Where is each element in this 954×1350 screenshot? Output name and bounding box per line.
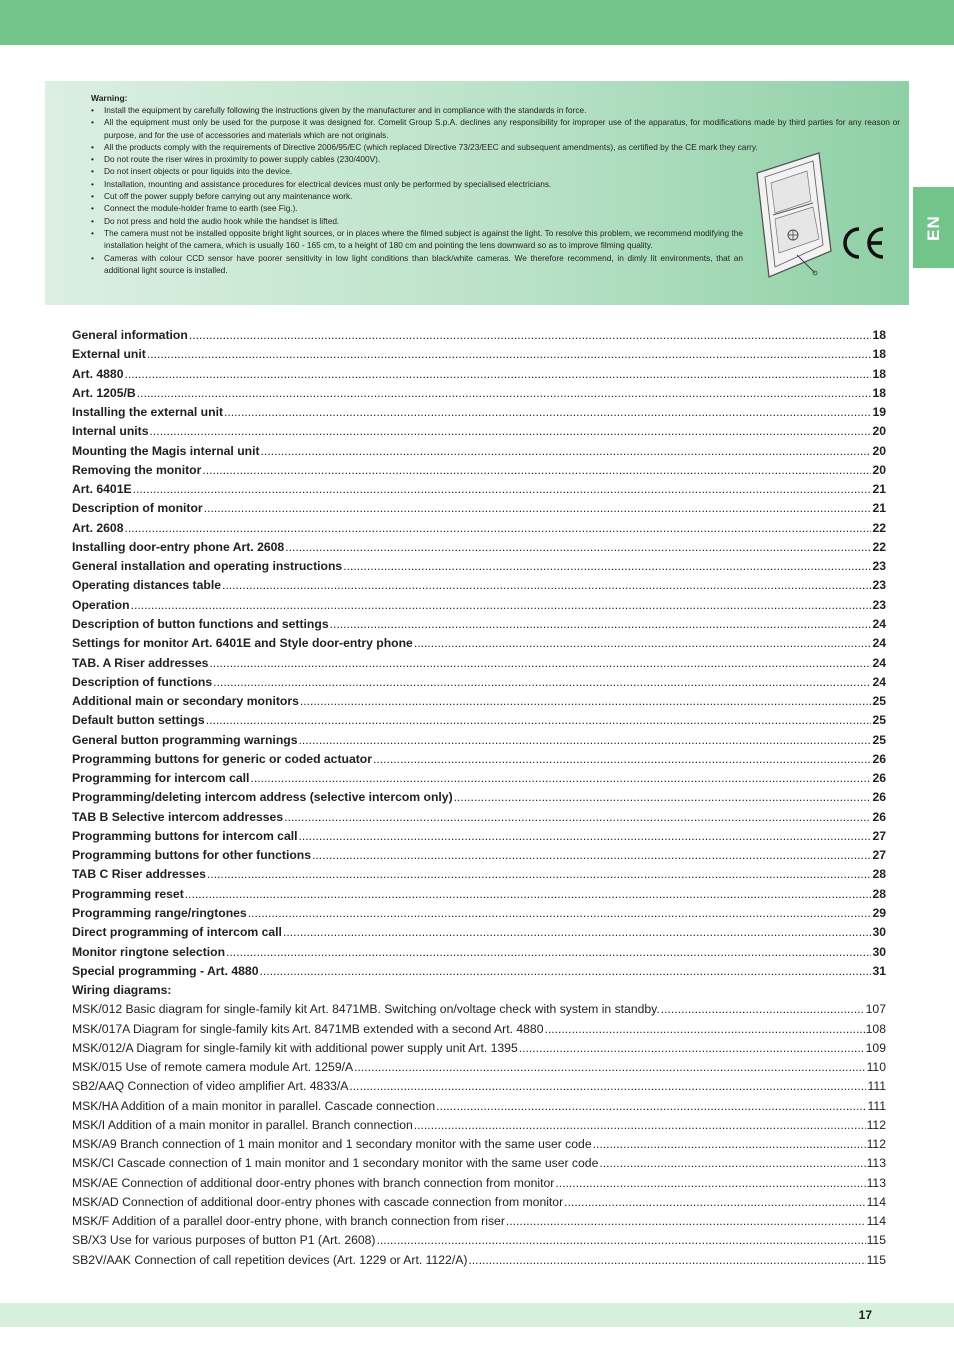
toc-entry — [72, 1022, 886, 1041]
toc-entry — [72, 347, 886, 366]
toc-leader-dots — [454, 790, 872, 804]
toc-entry-page: 111 — [867, 1098, 886, 1113]
page-number: 17 — [858, 1308, 872, 1322]
toc-entry — [72, 964, 886, 983]
toc-entry — [72, 1156, 886, 1175]
toc-leader-dots — [414, 636, 872, 650]
toc-leader-dots — [330, 617, 872, 631]
toc-entry-title: Monitor ringtone selection — [72, 944, 226, 959]
toc-entry — [72, 636, 886, 655]
warning-title: Warning: — [91, 93, 128, 103]
toc-entry — [72, 810, 886, 829]
toc-entry-title: Programming range/ringtones — [72, 905, 247, 920]
toc-entry-title: Art. 1205/B — [72, 385, 136, 400]
toc-entry — [72, 1176, 886, 1195]
warning-item: • Install the equipment by carefully following the instructions given by the manufacturer and in compliance with the standards in force. — [91, 104, 900, 116]
toc-entry-page: 29 — [872, 905, 886, 920]
toc-entry — [72, 1118, 886, 1137]
toc-leader-dots — [226, 945, 871, 959]
toc-entry — [72, 386, 886, 405]
toc-entry-title: Programming for intercom call — [72, 771, 250, 786]
toc-leader-dots — [506, 1214, 866, 1228]
toc-entry-page: 18 — [872, 328, 886, 342]
toc-entry-title: Art. 4880 — [72, 366, 124, 381]
toc-entry-title: Art. 6401E — [72, 482, 132, 497]
toc-entry-title: Removing the monitor — [72, 462, 202, 477]
toc-entry — [72, 829, 886, 848]
toc-entry — [72, 1099, 886, 1118]
toc-entry-page: 30 — [872, 925, 886, 940]
toc-entry-page: 109 — [865, 1040, 886, 1055]
toc-entry — [72, 540, 886, 559]
toc-entry-page: 112 — [866, 1117, 886, 1132]
toc-entry-page: 26 — [872, 751, 886, 766]
toc-entry-page: 23 — [872, 578, 886, 593]
toc-entry-title: TAB C Riser addresses — [72, 867, 206, 882]
toc-entry — [72, 1253, 886, 1272]
toc-entry-title: Programming buttons for intercom call — [72, 828, 298, 843]
toc-entry — [72, 1060, 886, 1079]
toc-entry-title: MSK/HA Addition of a main monitor in parallel. Cascade connection — [72, 1098, 436, 1113]
toc-entry-title: Internal units — [72, 424, 149, 439]
toc-entry — [72, 1041, 886, 1060]
toc-entry-page: 22 — [872, 539, 886, 554]
warning-item: • Do not insert objects or pour liquids into the device. — [91, 165, 743, 177]
language-tab — [913, 187, 954, 268]
toc-entry-page: 114 — [866, 1214, 886, 1229]
toc-leader-dots — [189, 328, 872, 342]
toc-entry-page: 107 — [865, 1002, 886, 1017]
toc-entry-title: Operating distances table — [72, 578, 221, 593]
warning-item: • All the equipment must only be used for the purpose it was designed for. Comelit Group S.p.A. declines any responsibility for improper use of the apparatus, for modifications made by third parties for any reason or purpose, and for the use of accessories and materials which are not originals. — [91, 116, 900, 141]
toc-entry-title: Programming buttons for generic or coded actuator — [72, 751, 372, 766]
toc-entry — [72, 1079, 886, 1098]
warning-item: • All the products comply with the requirements of Directive 2006/95/EC (which replaced Directive 73/23/EEC and subsequent amendments), as certified by the CE mark they carry. — [91, 141, 900, 153]
toc-entry-page: 113 — [866, 1156, 886, 1171]
toc-leader-dots — [599, 1156, 865, 1170]
toc-entry-page: 27 — [872, 828, 886, 843]
toc-entry-page: 27 — [872, 848, 886, 863]
toc-entry — [72, 367, 886, 386]
toc-leader-dots — [349, 1079, 866, 1093]
warning-item: • Cut off the power supply before carrying out any maintenance work. — [91, 190, 743, 202]
toc-entry-page: 115 — [866, 1252, 886, 1267]
toc-entry-page: 28 — [872, 886, 886, 901]
toc-entry — [72, 675, 886, 694]
toc-entry-page: 28 — [872, 867, 886, 882]
toc-entry-title: Description of button functions and settings — [72, 616, 329, 631]
toc-entry-title: MSK/012/A Diagram for single-family kit with additional power supply unit Art. 1395 — [72, 1040, 518, 1055]
toc-entry — [72, 733, 886, 752]
toc-entry-title: Art. 2608 — [72, 520, 124, 535]
warning-item: • Connect the module-holder frame to earth (see Fig.). — [91, 202, 743, 214]
toc-leader-dots — [299, 733, 872, 747]
warning-item: • The camera must not be installed opposite bright light sources, or in places where the filmed subject is against the light. To resolve this problem, we recommend modifying the installation height of the camera, which is usually 160 - 165 cm, to a height of 180 cm and pointing the lens downward so as to improve filming quality. — [91, 227, 743, 252]
toc-entry-title: External unit — [72, 347, 146, 362]
toc-leader-dots — [131, 598, 872, 612]
toc-entry-title: Operation — [72, 597, 130, 612]
toc-entry-page: 24 — [872, 616, 886, 631]
toc-entry — [72, 578, 886, 597]
toc-leader-dots — [137, 386, 872, 400]
toc-entry-page: 112 — [866, 1137, 886, 1152]
toc-entry-page: 115 — [866, 1233, 886, 1248]
toc-entry-title: MSK/AD Connection of additional door-entry phones with cascade connection from monitor — [72, 1194, 564, 1209]
toc-leader-dots — [261, 444, 872, 458]
toc-entry-title: MSK/AE Connection of additional door-entry phones with branch connection from monitor — [72, 1175, 555, 1190]
toc-entry-page: 20 — [872, 424, 886, 439]
toc-entry — [72, 752, 886, 771]
toc-entry-page: 20 — [872, 443, 886, 458]
toc-entry-title: MSK/015 Use of remote camera module Art. 1259/A — [72, 1060, 354, 1075]
toc-entry — [72, 521, 886, 540]
toc-entry-page: 21 — [872, 482, 886, 497]
toc-entry-page: 20 — [872, 462, 886, 477]
toc-leader-dots — [544, 1022, 864, 1036]
toc-entry-page: 30 — [872, 944, 886, 959]
warning-item: • Do not route the riser wires in proximity to power supply cables (230/400V). — [91, 153, 743, 165]
toc-entry-title: SB/X3 Use for various purposes of button P1 (Art. 2608) — [72, 1233, 376, 1248]
toc-entry — [72, 482, 886, 501]
toc-leader-dots — [283, 925, 872, 939]
toc-leader-dots — [209, 656, 871, 670]
toc-leader-dots — [354, 1060, 865, 1074]
toc-leader-dots — [250, 771, 871, 785]
toc-entry-page: 114 — [866, 1194, 886, 1209]
toc-entry — [72, 945, 886, 964]
toc-leader-dots — [185, 887, 872, 901]
toc-leader-dots — [207, 867, 872, 881]
toc-entry — [72, 867, 886, 886]
toc-entry-title: Direct programming of intercom call — [72, 925, 282, 940]
toc-entry-page: 26 — [872, 790, 886, 805]
toc-leader-dots — [373, 752, 871, 766]
toc-entry-title: MSK/017A Diagram for single-family kits Art. 8471MB extended with a second Art. 4880 — [72, 1021, 544, 1036]
toc-entry — [72, 983, 886, 1002]
toc-leader-dots — [299, 829, 872, 843]
footer-bar — [0, 1303, 954, 1327]
toc-entry-title: General information — [72, 328, 188, 342]
toc-leader-dots — [259, 964, 871, 978]
top-header-bar — [0, 0, 954, 45]
toc-entry-page: 31 — [872, 963, 886, 978]
toc-entry-page: 24 — [872, 636, 886, 651]
toc-entry-page: 25 — [872, 694, 886, 709]
toc-entry-page: 21 — [872, 501, 886, 516]
toc-entry-title: Installing the external unit — [72, 405, 224, 420]
toc-leader-dots — [436, 1099, 866, 1113]
toc-entry-title: Additional main or secondary monitors — [72, 694, 299, 709]
toc-entry-title: Default button settings — [72, 713, 205, 728]
toc-entry-page: 111 — [867, 1079, 886, 1094]
toc-entry-page: 23 — [872, 597, 886, 612]
toc-leader-dots — [468, 1253, 865, 1267]
toc-leader-dots — [222, 578, 871, 592]
toc-entry-title: Installing door-entry phone Art. 2608 — [72, 539, 285, 554]
toc-entry-title: Programming buttons for other functions — [72, 848, 312, 863]
toc-entry-page: 26 — [872, 809, 886, 824]
toc-entry — [72, 598, 886, 617]
toc-leader-dots — [150, 424, 872, 438]
toc-entry-page: 22 — [872, 520, 886, 535]
toc-leader-dots — [284, 810, 871, 824]
toc-entry-title: MSK/012 Basic diagram for single-family kit Art. 8471MB. Switching on/voltage check with system in standby. — [72, 1002, 660, 1017]
toc-entry-page: 23 — [872, 559, 886, 574]
toc-entry — [72, 713, 886, 732]
warning-item: • Cameras with colour CCD sensor have poorer sensitivity in low light conditions than black/white cameras. We therefore recommend, in dimly lit environments, that an additional light source is installed. — [91, 252, 743, 277]
toc-entry — [72, 1137, 886, 1156]
toc-entry-page: 26 — [872, 771, 886, 786]
toc-entry — [72, 501, 886, 520]
toc-entry — [72, 1214, 886, 1233]
toc-entry — [72, 463, 886, 482]
toc-entry-title: Programming/deleting intercom address (selective intercom only) — [72, 790, 453, 805]
toc-leader-dots — [343, 559, 871, 573]
toc-leader-dots — [248, 906, 872, 920]
toc-entry — [72, 559, 886, 578]
toc-entry — [72, 1195, 886, 1214]
toc-entry — [72, 906, 886, 925]
warning-box — [45, 81, 909, 305]
toc-entry — [72, 848, 886, 867]
toc-entry-title: TAB. A Riser addresses — [72, 655, 209, 670]
toc-leader-dots — [661, 1002, 865, 1016]
toc-entry-page: 24 — [872, 674, 886, 689]
toc-entry-title: Mounting the Magis internal unit — [72, 443, 260, 458]
warning-item: • Do not press and hold the audio hook while the handset is lifted. — [91, 215, 743, 227]
toc-leader-dots — [519, 1041, 865, 1055]
toc-entry — [72, 328, 886, 347]
toc-entry-page: 24 — [872, 655, 886, 670]
toc-entry-title: General installation and operating instructions — [72, 559, 343, 574]
toc-entry-page: 18 — [872, 347, 886, 362]
toc-entry — [72, 405, 886, 424]
toc-leader-dots — [224, 405, 871, 419]
toc-entry-title: MSK/I Addition of a main monitor in parallel. Branch connection — [72, 1117, 413, 1132]
ce-mark-icon — [837, 223, 889, 263]
module-holder-frame-illustration — [753, 151, 833, 281]
warning-item: • Installation, mounting and assistance procedures for electrical devices must only be performed by specialised electricians. — [91, 178, 743, 190]
toc-entry-page: 18 — [872, 385, 886, 400]
toc-leader-dots — [147, 347, 872, 361]
toc-entry — [72, 1002, 886, 1021]
toc-leader-dots — [414, 1118, 866, 1132]
toc-entry-title: Description of functions — [72, 674, 213, 689]
toc-entry-page: 108 — [865, 1021, 886, 1036]
toc-entry — [72, 887, 886, 906]
toc-leader-dots — [125, 521, 872, 535]
toc-entry — [72, 771, 886, 790]
toc-leader-dots — [564, 1195, 865, 1209]
toc-entry-title: TAB B Selective intercom addresses — [72, 809, 284, 824]
warning-list — [91, 104, 900, 276]
toc-leader-dots — [300, 694, 872, 708]
toc-entry — [72, 444, 886, 463]
toc-entry — [72, 790, 886, 809]
table-of-contents — [72, 328, 886, 1272]
toc-leader-dots — [312, 848, 871, 862]
toc-entry-page: 19 — [872, 405, 886, 420]
toc-entry — [72, 925, 886, 944]
language-tab-label: EN — [923, 214, 943, 241]
toc-entry-title: Special programming - Art. 4880 — [72, 963, 259, 978]
toc-entry-title: SB2/AAQ Connection of video amplifier Art. 4833/A — [72, 1079, 349, 1094]
toc-entry — [72, 424, 886, 443]
toc-entry-title: Wiring diagrams: — [72, 983, 172, 998]
toc-entry-title: MSK/F Addition of a parallel door-entry phone, with branch connection from riser — [72, 1214, 505, 1229]
toc-entry-page: 25 — [872, 713, 886, 728]
toc-leader-dots — [285, 540, 871, 554]
toc-entry-page: 110 — [866, 1060, 886, 1075]
toc-entry — [72, 656, 886, 675]
toc-leader-dots — [204, 501, 872, 515]
toc-entry-title: Programming reset — [72, 886, 184, 901]
toc-entry-page: 18 — [872, 366, 886, 381]
toc-leader-dots — [202, 463, 871, 477]
toc-entry-title: Description of monitor — [72, 501, 203, 516]
toc-entry-page: 113 — [866, 1175, 886, 1190]
toc-entry — [72, 694, 886, 713]
toc-entry-title: MSK/CI Cascade connection of 1 main monitor and 1 secondary monitor with the same user code — [72, 1156, 599, 1171]
toc-entry-page: 25 — [872, 732, 886, 747]
toc-entry — [72, 1233, 886, 1252]
toc-entry — [72, 617, 886, 636]
toc-entry-title: SB2V/AAK Connection of call repetition devices (Art. 1229 or Art. 1122/A) — [72, 1252, 468, 1267]
toc-leader-dots — [133, 482, 872, 496]
toc-entry-title: Settings for monitor Art. 6401E and Style door-entry phone — [72, 636, 413, 651]
toc-leader-dots — [593, 1137, 866, 1151]
toc-leader-dots — [125, 367, 872, 381]
toc-leader-dots — [555, 1176, 865, 1190]
toc-leader-dots — [377, 1233, 866, 1247]
toc-entry-title: MSK/A9 Branch connection of 1 main monitor and 1 secondary monitor with the same user code — [72, 1137, 592, 1152]
toc-entry-title: General button programming warnings — [72, 732, 298, 747]
toc-leader-dots — [206, 713, 872, 727]
toc-leader-dots — [213, 675, 871, 689]
